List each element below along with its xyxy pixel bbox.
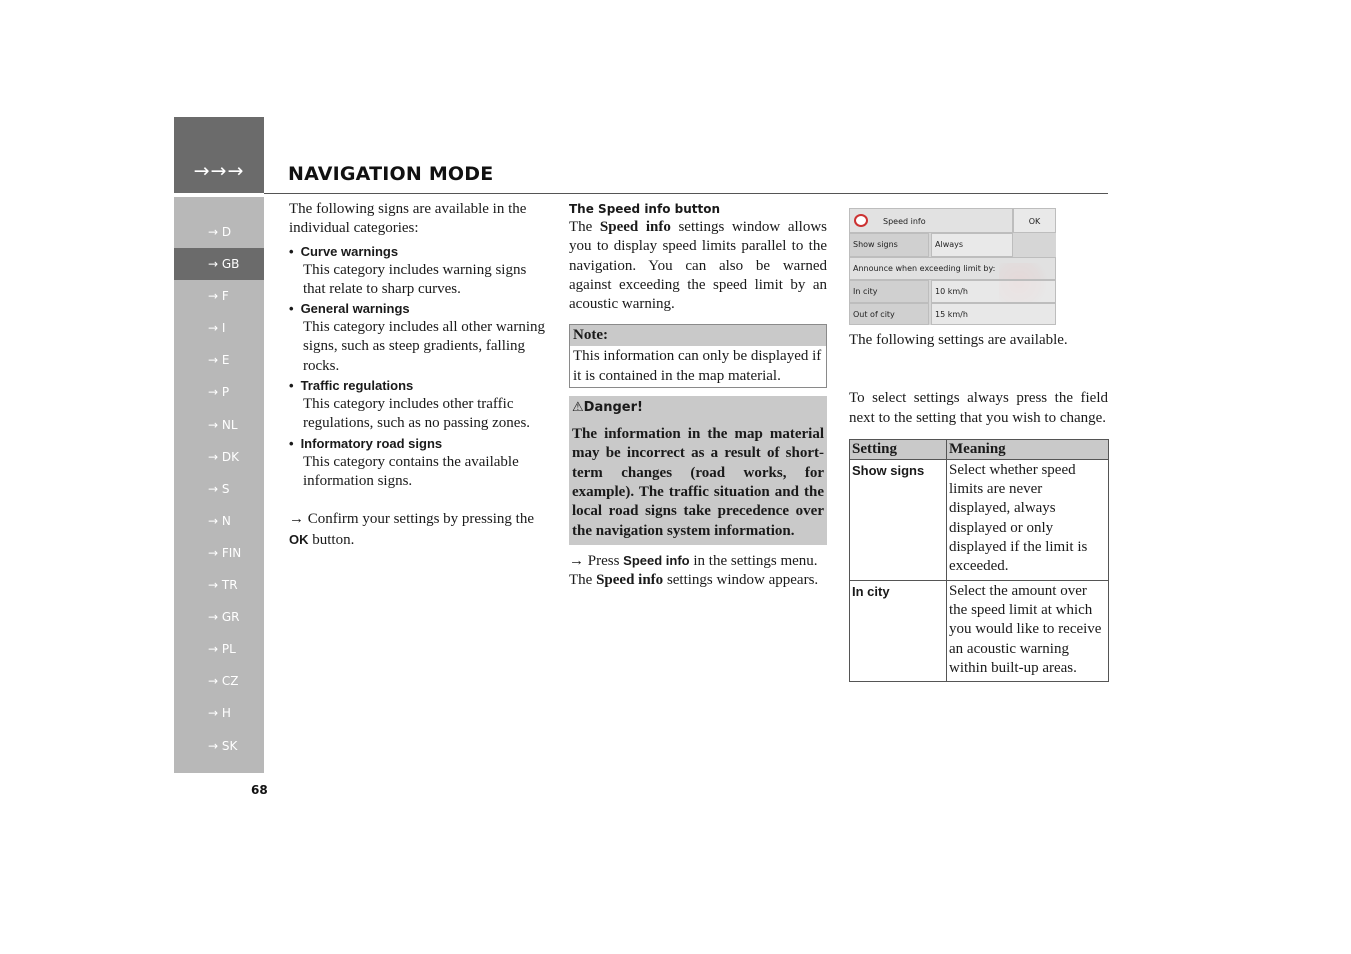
press-instruction [569,551,827,571]
category-description: This category contains the available information signs. [303,453,519,489]
warning-icon: ⚠ [572,400,584,416]
sidebar-item-gb[interactable]: → GB [174,248,264,280]
column-signs [289,200,547,550]
note-box [569,324,827,388]
category-item [289,434,547,492]
settings-table [849,439,1109,682]
danger-title-text: Danger! [583,400,643,416]
category-title [289,299,547,318]
category-description: This category includes all other warning signs, such as steep gradients, falling rocks. [303,319,546,374]
category-title-text: Curve warnings [300,243,399,259]
page-number: 68 [251,783,268,797]
column-settings [849,208,1108,682]
sidebar-item-f[interactable]: → F [208,289,229,304]
appears-prefix: The [569,572,593,589]
confirm-suffix: button. [312,531,355,548]
following-settings-text: The following settings are available. [849,332,1068,348]
sidebar-item-h[interactable]: → H [208,706,231,721]
sidebar-item-tr[interactable]: → TR [208,578,238,593]
header-rule [264,193,1108,194]
category-list [289,242,547,492]
speed-info-screenshot [849,208,1056,325]
category-item [289,242,547,300]
screenshot-out-city-label: Out of city [849,303,929,325]
page-title: NAVIGATION MODE [288,163,494,185]
category-item [289,376,547,434]
language-sidebar [174,197,264,773]
screenshot-show-signs-value[interactable]: Always [931,233,1013,257]
sidebar-item-d[interactable]: → D [208,225,232,239]
category-title [289,376,547,395]
screenshot-out-city-value[interactable]: 15 km/h [931,303,1056,325]
category-title-text: General warnings [300,301,410,317]
window-appears-text [569,571,827,590]
screenshot-announce-label: Announce when exceeding limit by: [849,257,1056,280]
bullet-icon: • [289,301,294,317]
sidebar-item-p[interactable]: → P [208,385,230,400]
sidebar-item-fin[interactable]: → FIN [208,545,242,560]
table-row [850,580,1109,681]
table-row [850,459,1109,580]
meaning-cell: Select the amount over the speed limit at which you would like to receive an acoustic warning within built-up areas. [947,580,1109,681]
speed-info-key: Speed info [623,552,690,568]
setting-cell: Show signs [850,459,947,580]
appears-suffix: settings window appears. [666,572,819,589]
confirm-instruction [289,510,547,550]
category-title [289,434,547,453]
sidebar-item-n[interactable]: → N [208,513,231,528]
screenshot-in-city-label: In city [849,280,929,303]
category-title [289,242,547,261]
sidebar-item-pl[interactable]: → PL [208,642,236,657]
sidebar-item-sk[interactable]: → SK [208,738,238,753]
sidebar-item-e[interactable]: → E [208,353,230,368]
screenshot-in-city-value[interactable]: 10 km/h [931,280,1056,303]
intro-bold: Speed info [599,219,671,235]
section-heading: The Speed info button [569,202,721,216]
setting-cell: In city [850,580,947,681]
sidebar-item-i[interactable]: → I [208,321,226,336]
intro-text: The following signs are available in the individual categories: [289,201,527,237]
appears-bold: Speed info [596,572,664,589]
press-suffix: in the settings menu. [693,552,818,569]
category-item [289,299,547,376]
screenshot-title: Speed info [883,217,926,226]
ok-key-label: OK [289,531,309,547]
note-body: This information can only be displayed if it is contained in the map material. [573,348,822,384]
intro-prefix: The [569,219,593,235]
speed-sign-icon [854,214,868,227]
danger-box [569,396,827,545]
sidebar-item-nl[interactable]: → NL [208,417,238,432]
meaning-cell: Select whether speed limits are never displayed, always displayed or only displayed if the limit is exceeded. [947,459,1109,580]
table-header-row [850,439,1109,459]
sidebar-item-cz[interactable]: → CZ [208,674,239,689]
category-title-text: Traffic regulations [300,378,414,394]
screenshot-title-bar [849,208,1013,233]
header-meaning: Meaning [947,439,1109,459]
screenshot-ok-button[interactable]: OK [1013,208,1056,233]
language-list [174,197,264,762]
danger-title [572,396,824,425]
category-title-text: Informatory road signs [300,435,443,451]
select-instruction: To select settings always press the field next to the setting that you wish to change. [849,390,1108,426]
press-prefix: → Press [569,552,620,569]
bullet-icon: • [289,243,294,259]
screenshot-show-signs-label: Show signs [849,233,929,257]
speed-info-intro [569,218,827,314]
category-description: This category includes other traffic regulations, such as no passing zones. [303,396,531,432]
note-title: Note: [570,325,826,346]
sidebar-item-s[interactable]: → S [208,481,230,496]
category-description: This category includes warning signs that relate to sharp curves. [303,261,527,297]
danger-body: The information in the map material may be incorrect as a result of short-term changes (road works, for example). The traffic situation and the local road signs take precedence over the navigation system information. [572,426,824,539]
column-speed-info [569,200,827,590]
sidebar-item-gr[interactable]: → GR [208,610,240,625]
header-arrows: →→→ [193,160,245,182]
header-setting: Setting [850,439,947,459]
sidebar-item-dk[interactable]: → DK [208,449,239,464]
bullet-icon: • [289,378,294,394]
bullet-icon: • [289,435,294,451]
confirm-prefix: → Confirm your settings by pressing the [289,511,534,528]
intro-rest: settings window allows you to display speed limits parallel to the navigation. You can also be warned against exceeding the speed limit by an acoustic warning. [569,219,827,313]
